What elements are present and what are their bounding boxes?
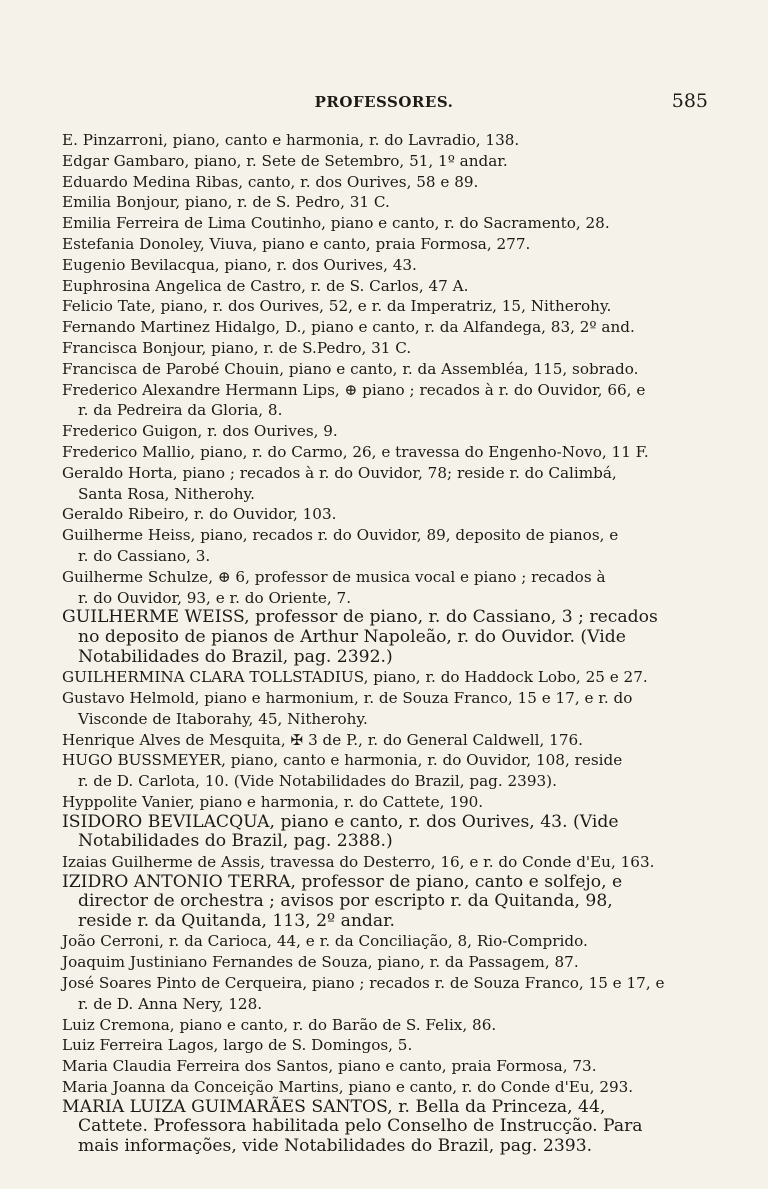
directory-entry (62, 296, 702, 317)
directory-entry (62, 172, 702, 193)
directory-entry (62, 442, 702, 463)
directory-entry (62, 952, 702, 973)
entry-continuation-line: reside r. da Quitanda, 113, 2º andar. (78, 910, 395, 931)
entry-line: Guilherme Heiss, piano, recados r. do Ouvidor, 89, deposito de pianos, e (62, 526, 619, 545)
entry-line: João Cerroni, r. da Carioca, 44, e r. da Conciliação, 8, Rio-Comprido. (62, 932, 588, 951)
directory-entry (62, 567, 702, 609)
entry-line: HUGO BUSSMEYER, piano, canto e harmonia, r. do Ouvidor, 108, reside (62, 751, 623, 770)
entry-line: Joaquim Justiniano Fernandes de Souza, piano, r. da Passagem, 87. (62, 953, 579, 972)
entry-line: ISIDORO BEVILACQUA, piano e canto, r. dos Ourives, 43. (Vide (62, 811, 619, 832)
entry-continuation-line: Cattete. Professora habilitada pelo Conselho de Instrucção. Para (78, 1116, 643, 1137)
directory-entry (62, 873, 702, 932)
entry-continuation-line: r. da Pedreira da Gloria, 8. (78, 401, 283, 420)
directory-entry (62, 667, 702, 688)
directory-entry (62, 1015, 702, 1036)
directory-entry (62, 338, 702, 359)
entry-line: Geraldo Ribeiro, r. do Ouvidor, 103. (62, 505, 337, 524)
directory-entry (62, 525, 702, 567)
directory-entry (62, 1056, 702, 1077)
entry-line: GUILHERMINA CLARA TOLLSTADIUS, piano, r. do Haddock Lobo, 25 e 27. (62, 668, 648, 687)
directory-entry (62, 317, 702, 338)
directory-entry (62, 359, 702, 380)
directory-entry (62, 852, 702, 873)
entry-continuation-line: Notabilidades do Brazil, pag. 2388.) (78, 831, 393, 852)
entry-line: Eduardo Medina Ribas, canto, r. dos Ourives, 58 e 89. (62, 172, 479, 191)
entry-line: Fernando Martinez Hidalgo, D., piano e canto, r. da Alfandega, 83, 2º and. (62, 318, 635, 337)
entry-line: Gustavo Helmold, piano e harmonium, r. de Souza Franco, 15 e 17, e r. do (62, 688, 633, 707)
entry-line: Henrique Alves de Mesquita, ✠ 3 de P., r. do General Caldwell, 176. (62, 730, 583, 749)
directory-entry (62, 421, 702, 442)
entry-line: Luiz Cremona, piano e canto, r. do Barão de S. Felix, 86. (62, 1015, 497, 1034)
entry-continuation-line: no deposito de pianos de Arthur Napoleão, r. do Ouvidor. (Vide (78, 626, 626, 647)
directory-entry (62, 973, 702, 1015)
entry-line: Geraldo Horta, piano ; recados à r. do Ouvidor, 78; reside r. do Calimbá, (62, 463, 617, 482)
entry-line: Maria Joanna da Conceição Martins, piano e canto, r. do Conde d'Eu, 293. (62, 1078, 634, 1097)
directory-listing (62, 130, 702, 1157)
entry-line: IZIDRO ANTONIO TERRA, professor de piano, canto e solfejo, e (62, 871, 623, 892)
entry-line: Maria Claudia Ferreira dos Santos, piano e canto, praia Formosa, 73. (62, 1057, 597, 1076)
directory-entry (62, 380, 702, 422)
entry-line: MARIA LUIZA GUIMARÃES SANTOS, r. Bella da Princeza, 44, (62, 1096, 606, 1117)
entry-continuation-line: r. do Cassiano, 3. (78, 546, 211, 565)
directory-entry (62, 688, 702, 730)
entry-line: Francisca Bonjour, piano, r. de S.Pedro, 31 C. (62, 338, 412, 357)
entry-continuation-line: r. de D. Anna Nery, 128. (78, 994, 263, 1013)
directory-entry (62, 130, 702, 151)
entry-line: Euphrosina Angelica de Castro, r. de S. Carlos, 47 A. (62, 276, 469, 295)
entry-continuation-line: mais informações, vide Notabilidades do Brazil, pag. 2393. (78, 1136, 593, 1157)
entry-line: Eugenio Bevilacqua, piano, r. dos Ourives, 43. (62, 255, 417, 274)
page-header-title: PROFESSORES. (314, 93, 454, 111)
directory-entry (62, 1098, 702, 1157)
directory-entry (62, 750, 702, 792)
directory-entry (62, 192, 702, 213)
entry-continuation-line: Notabilidades do Brazil, pag. 2392.) (78, 646, 393, 667)
directory-entry (62, 931, 702, 952)
entry-line: Emilia Bonjour, piano, r. de S. Pedro, 31 C. (62, 193, 390, 212)
entry-continuation-line: director de orchestra ; avisos por escripto r. da Quitanda, 98, (78, 891, 613, 912)
entry-line: Izaias Guilherme de Assis, travessa do Desterro, 16, e r. do Conde d'Eu, 163. (62, 852, 655, 871)
directory-entry (62, 730, 702, 751)
entry-line: José Soares Pinto de Cerqueira, piano ; recados r. de Souza Franco, 15 e 17, e (62, 974, 665, 993)
entry-line: Edgar Gambaro, piano, r. Sete de Setembro, 51, 1º andar. (62, 151, 508, 170)
directory-entry (62, 213, 702, 234)
directory-entry (62, 234, 702, 255)
directory-entry (62, 276, 702, 297)
entry-continuation-line: Visconde de Itaborahy, 45, Nitherohy. (78, 709, 368, 728)
entry-line: E. Pinzarroni, piano, canto e harmonia, r. do Lavradio, 138. (62, 131, 520, 149)
entry-line: GUILHERME WEISS, professor de piano, r. do Cassiano, 3 ; recados (62, 607, 658, 628)
entry-line: Frederico Alexandre Hermann Lips, ⊕ piano ; recados à r. do Ouvidor, 66, e (62, 380, 646, 399)
entry-line: Estefania Donoley, Viuva, piano e canto, praia Formosa, 277. (62, 234, 531, 253)
entry-continuation-line: r. de D. Carlota, 10. (Vide Notabilidades do Brazil, pag. 2393). (78, 772, 557, 791)
directory-entry (62, 463, 702, 505)
directory-entry (62, 151, 702, 172)
entry-line: Felicio Tate, piano, r. dos Ourives, 52, e r. da Imperatriz, 15, Nitherohy. (62, 297, 612, 316)
entry-continuation-line: r. do Ouvidor, 93, e r. do Oriente, 7. (78, 588, 352, 607)
directory-entry (62, 1077, 702, 1098)
directory-entry (62, 255, 702, 276)
directory-entry (62, 504, 702, 525)
directory-entry (62, 608, 702, 667)
entry-line: Luiz Ferreira Lagos, largo de S. Domingos, 5. (62, 1036, 413, 1055)
entry-line: Emilia Ferreira de Lima Coutinho, piano e canto, r. do Sacramento, 28. (62, 214, 610, 233)
directory-entry (62, 813, 702, 852)
directory-entry (62, 792, 702, 813)
entry-line: Francisca de Parobé Chouin, piano e canto, r. da Assembléa, 115, sobrado. (62, 359, 639, 378)
entry-line: Hyppolite Vanier, piano e harmonia, r. do Cattete, 190. (62, 792, 484, 811)
entry-line: Frederico Guigon, r. dos Ourives, 9. (62, 422, 338, 441)
directory-entry (62, 1035, 702, 1056)
entry-line: Frederico Mallio, piano, r. do Carmo, 26, e travessa do Engenho-Novo, 11 F. (62, 442, 649, 461)
entry-continuation-line: Santa Rosa, Nitherohy. (78, 484, 255, 503)
entry-line: Guilherme Schulze, ⊕ 6, professor de musica vocal e piano ; recados à (62, 567, 606, 586)
page-number: 585 (671, 90, 708, 112)
